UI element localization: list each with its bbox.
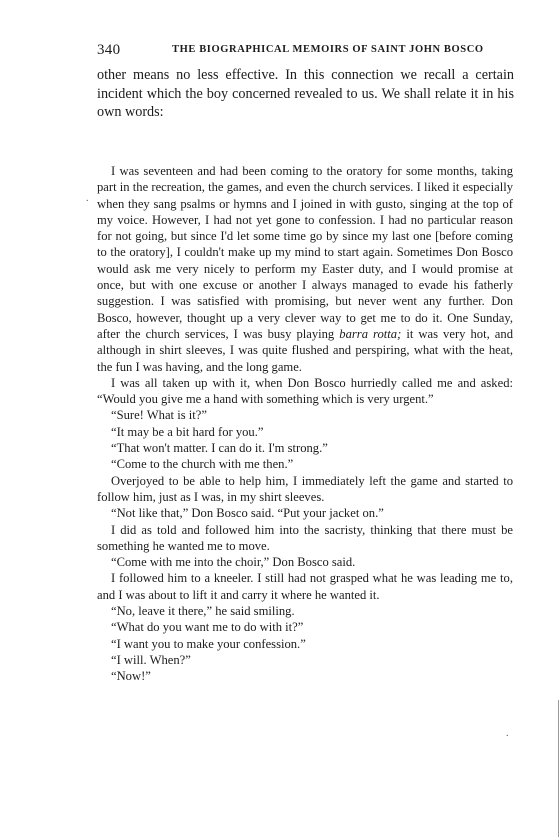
dialogue-line: “No, leave it there,” he said smiling. [111,604,295,619]
narrative-text: it was very hot, and although in shirt sleeves, I was quite flushed and perspiring, what with the heat, the fun I was having, and the long game. [97,326,513,374]
narrative-text: I was seventeen and had been coming to the oratory for some months, taking part in the recreation, the games, and even the church services. I liked it especially when they sang psalms or hymns and I joined in with gusto, singing at the top of my voice. However, I had not yet gone to confession. I had no particular reason for not going, but since I'd let some time go by since my last one [before coming to the oratory], I couldn't make up my mind to start again. Sometimes Don Bosco would ask me very nicely to perform my Easter duty, and I would promise at once, but with one excuse or another I always managed to evade his fatherly suggestion. I was satisfied with promising, but never went any further. Don Bosco, however, thought up a very clever way to get me to do it. One Sunday, after the church services, I was busy playing [97,164,513,341]
dialogue-line: “It may be a bit hard for you.” [111,424,264,439]
page-header [97,42,513,60]
narrative-block [97,163,513,685]
page-number: 340 [97,42,121,58]
scan-speck: . [86,193,89,204]
dialogue-line: “Now!” [111,669,151,684]
dialogue-line: “Sure! What is it?” [111,408,207,423]
intro-paragraph: other means no less effective. In this connection we recall a certain incident which the boy concerned revealed to us. We shall relate it in his own words: [97,67,514,121]
narrative-paragraph-1 [97,163,513,375]
dialogue-line: “Come to the church with me then.” [111,457,294,472]
dialogue-line: “I will. When?” [111,652,191,667]
scan-speck: . [506,728,509,739]
dialogue-line: “What do you want me to do with it?” [111,620,304,635]
narrative-paragraph-7: Overjoyed to be able to help him, I immediately left the game and started to follow him, just as I was, in my shirt sleeves. [97,473,513,504]
dialogue-line: “That won't matter. I can do it. I'm strong.” [111,441,328,456]
dialogue-line: “Not like that,” Don Bosco said. “Put your jacket on.” [111,506,384,521]
narrative-paragraph-11: I followed him to a kneeler. I still had not grasped what he was leading me to, and I was about to lift it and carry it where he wanted it. [97,571,513,602]
italic-term: barra rotta; [339,326,402,341]
dialogue-line: “I want you to make your confession.” [111,636,306,651]
running-title: THE BIOGRAPHICAL MEMOIRS OF SAINT JOHN BOSCO [172,44,484,55]
dialogue-line: “Come with me into the choir,” Don Bosco said. [111,555,356,570]
narrative-paragraph-2: I was all taken up with it, when Don Bosco hurriedly called me and asked: “Would you give me a hand with something which is very urgent.” [97,375,513,407]
narrative-paragraph-9: I did as told and followed him into the sacristy, thinking that there must be something he wanted me to move. [97,522,513,553]
